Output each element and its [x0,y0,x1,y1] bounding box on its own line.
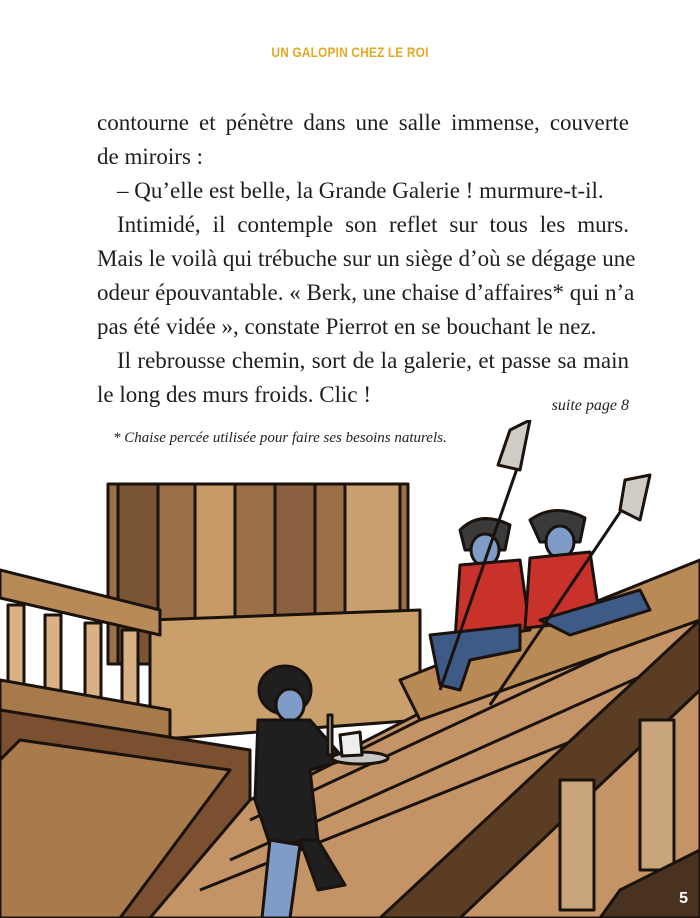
body-text [97,106,636,412]
continuation-note: suite page 8 [551,397,629,414]
text-line: – Qu’elle est belle, la Grande Galerie ! murmure-t-il. [117,178,604,203]
text-line: odeur épouvantable. « Berk, une chaise d’affaires* qui n’a [97,280,635,305]
text-line: de miroirs : [97,144,204,169]
text-line: contourne et pénètre dans une salle immense, couverte [97,110,629,135]
running-title: UN GALOPIN CHEZ LE ROI [271,44,429,60]
text-line: Il rebrousse chemin, sort de la galerie, et passe sa main [117,348,629,373]
illustration-staircase [0,420,700,918]
text-line: Mais le voilà qui trébuche sur un siège d’où se dégage une [97,246,636,271]
footnote: * Chaise percée utilisée pour faire ses besoins naturels. [113,430,447,446]
page-number: 5 [679,890,688,907]
text-line: le long des murs froids. Clic ! [97,382,372,407]
text-line: pas été vidée », constate Pierrot en se bouchant le nez. [97,314,597,339]
text-line: Intimidé, il contemple son reflet sur tous les murs. [117,212,629,237]
